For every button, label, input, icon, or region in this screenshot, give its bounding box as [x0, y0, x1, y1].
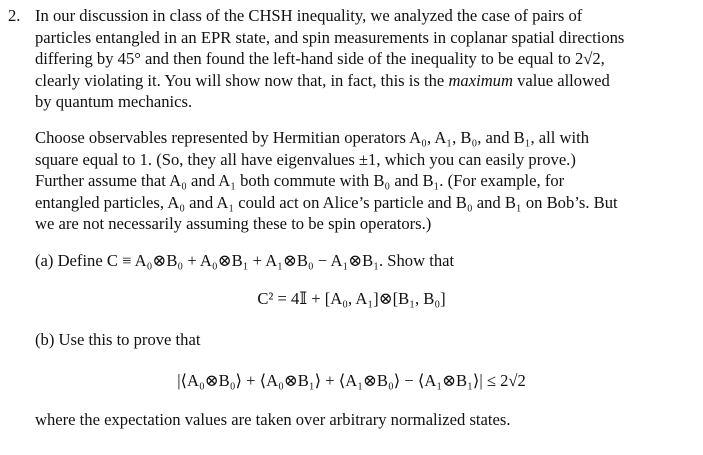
intro-line-2: particles entangled in an EPR state, and spin measurements in coplanar spatial directions	[35, 27, 625, 47]
observables-line-1: Choose observables represented by Hermitian operators A₀, A₁, B₀, and B₁, all with	[35, 128, 590, 147]
intro-line-4	[35, 70, 697, 92]
intro-line-1: In our discussion in class of the CHSH inequality, we analyzed the case of pairs of	[35, 6, 583, 25]
part-b-inequality: |⟨A₀⊗B₀⟩ + ⟨A₀⊗B₁⟩ + ⟨A₁⊗B₀⟩ − ⟨A₁⊗B₁⟩| ≤ 2√2	[177, 371, 526, 390]
part-b-text: (b) Use this to prove that	[35, 330, 201, 349]
observables-line-3: Further assume that A₀ and A₁ both commute with B₀ and B₁. (For example, for	[35, 171, 565, 190]
emphasis-maximum: maximum	[448, 70, 513, 90]
observables-line-5: we are not necessarily assuming these to be spin operators.)	[35, 214, 432, 233]
closing-sentence: where the expectation values are taken over arbitrary normalized states.	[35, 410, 511, 429]
intro-line-4-end: value allowed	[517, 70, 610, 90]
intro-line-5: by quantum mechanics.	[35, 92, 193, 111]
part-a-equation: C² = 4𝕀 + [A₀, A₁]⊗[B₁, B₀]	[257, 289, 446, 308]
intro-line-3: differing by 45° and then found the left-hand side of the inequality to be equal to 2√2,	[35, 49, 605, 68]
intro-paragraph	[35, 5, 697, 113]
observables-line-2: square equal to 1. (So, they all have eigenvalues ±1, which you can easily prove.)	[35, 149, 576, 169]
intro-line-4-text: clearly violating it. You will show now that, in fact, this is the	[35, 70, 445, 90]
problem-number: 2.	[8, 6, 21, 25]
observables-line-4: entangled particles, A₀ and A₁ could act on Alice’s particle and B₀ and B₁ on Bob’s. But	[35, 192, 618, 212]
part-a-text: (a) Define C ≡ A₀⊗B₀ + A₀⊗B₁ + A₁⊗B₀ − A₁⊗B₁. Show that	[35, 251, 455, 270]
observables-paragraph	[35, 127, 697, 235]
